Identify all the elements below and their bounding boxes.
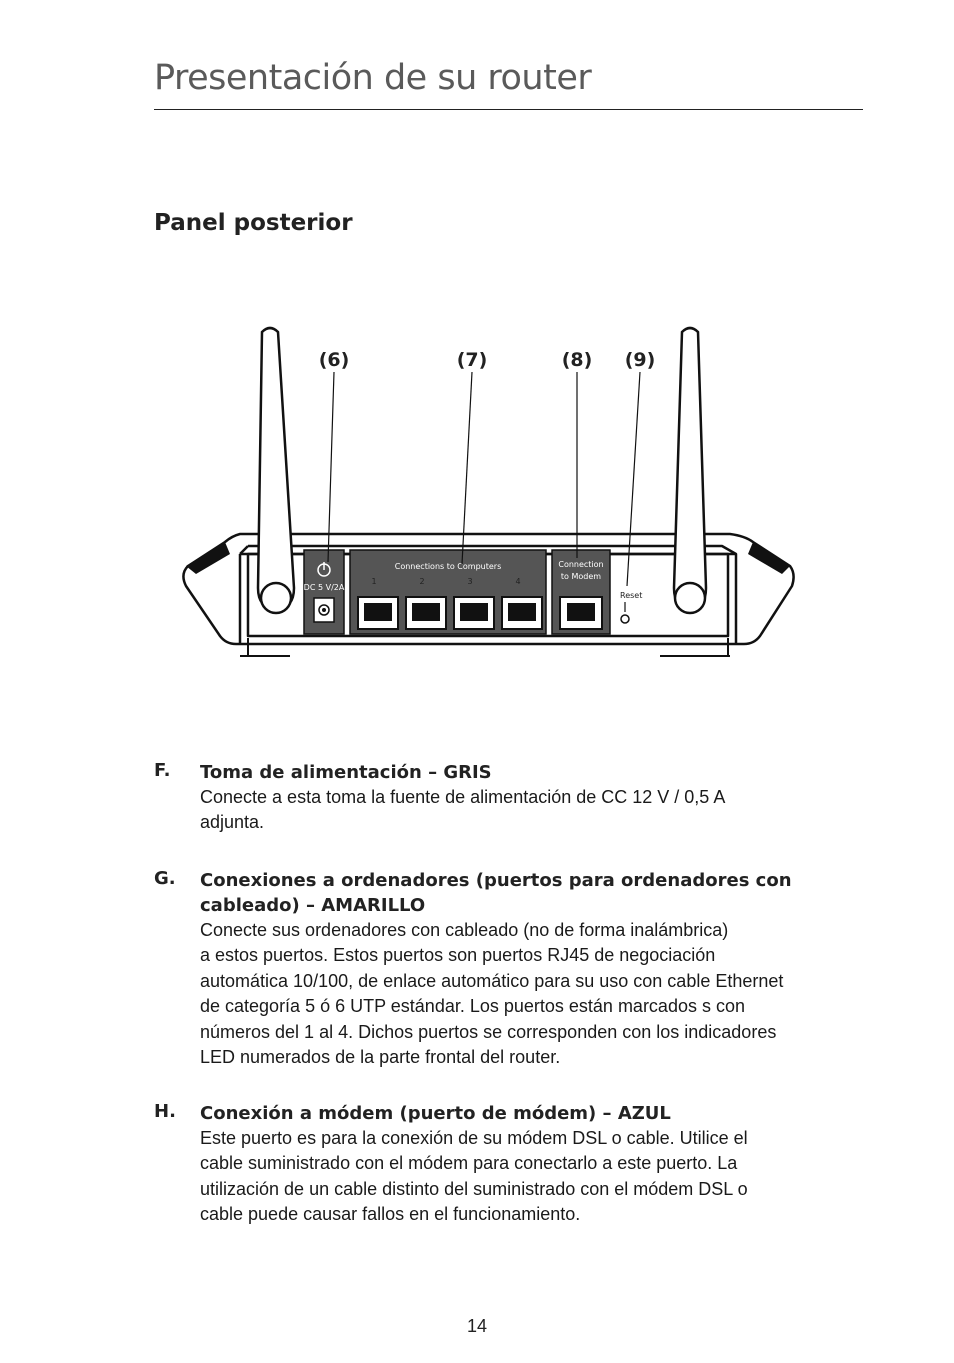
reset-label: Reset [620,591,643,600]
item-body: Conecte a esta toma la fuente de alimentación de CC 12 V / 0,5 A adjunta. [200,787,726,833]
computer-ports-block [350,550,546,634]
modem-label-line2: to Modem [560,572,602,581]
item-f [154,760,866,836]
item-heading: Toma de alimentación – GRIS [200,762,492,783]
power-label: DC 5 V/2A [303,583,345,592]
modem-port-block [552,550,610,634]
power-port-block [304,550,345,634]
item-letter: H. [154,1101,176,1122]
port-number: 4 [515,577,521,586]
port-number: 1 [371,577,377,586]
page-title: Presentación de su router [154,58,592,98]
right-antenna [674,328,706,613]
section-heading: Panel posterior [154,210,353,236]
modem-label-line1: Connection [558,560,604,569]
callout-9: (9) [624,349,656,371]
item-heading: Conexión a módem (puerto de módem) – AZUL [200,1103,671,1124]
router-rear-panel-diagram [170,318,810,678]
item-letter: G. [154,868,176,889]
callout-8: (8) [561,349,593,371]
item-g [154,868,866,1070]
callout-7: (7) [456,349,488,371]
callout-6: (6) [318,349,350,371]
port-number: 3 [467,577,473,586]
item-heading: Conexiones a ordenadores (puertos para ordenadores con cableado) – AMARILLO [200,870,792,916]
item-h [154,1101,866,1228]
port-number: 2 [419,577,425,586]
computers-label: Connections to Computers [394,562,502,571]
item-body: Este puerto es para la conexión de su módem DSL o cable. Utilice el cable suministrado con el módem para conectarlo a este puerto. La utilización de un cable distinto del suministrado con el módem DSL o cable puede causar fallos en el funcionamiento. [200,1128,748,1225]
reset-button [620,591,642,623]
item-body: Conecte sus ordenadores con cableado (no de forma inalámbrica) a estos puertos. Estos puertos son puertos RJ45 de negociación automática 10/100, de enlace automático para su uso con cable Ethernet de categoría 5 ó 6 UTP estándar. Los puertos están marcados s con números del 1 al 4. Dichos puertos se corresponden con los indicadores LED numerados de la parte frontal del router. [200,920,784,1068]
item-letter: F. [154,760,171,781]
page-number: 14 [466,1316,488,1336]
left-antenna [258,328,294,613]
title-divider [154,109,863,110]
